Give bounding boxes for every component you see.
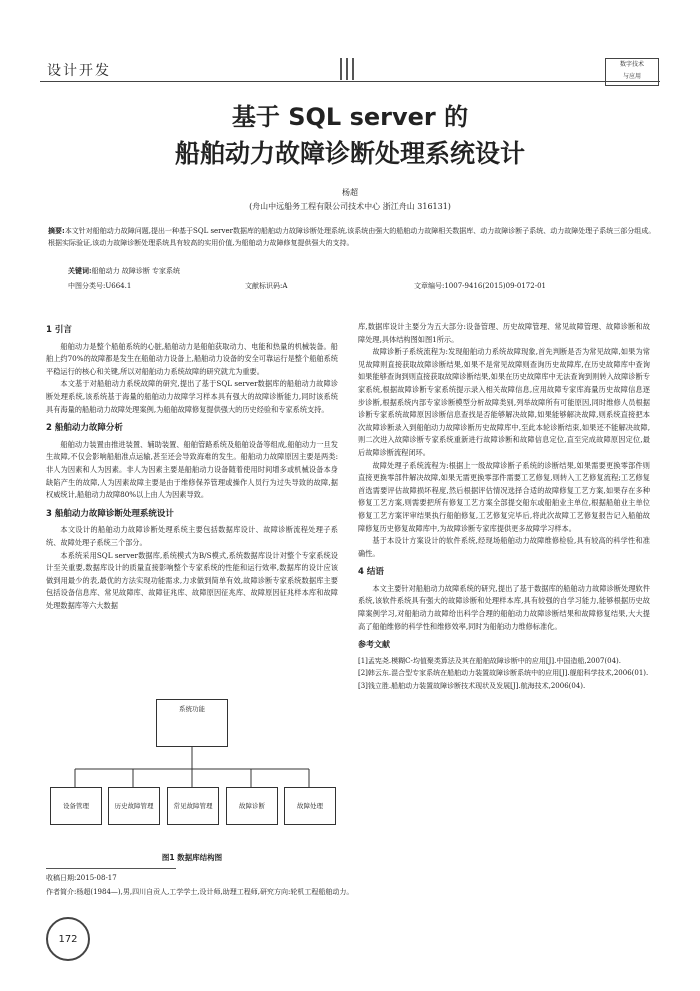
right-para-2: 故障处理子系统流程为:根据上一级故障诊断子系统的诊断结果,如果需要更换零部件则直接更换零部件解决故障,如果无需更换零部件需要工艺修复,则转入工艺修复流程;工艺修复首选需要评估故障损坏程度,然后根据评估情况选择合适的故障修复工艺方案,如果存在多种修复工艺方案,则需要把所有修复工艺方案全部提交船东或船舶业主单位,根据船舶业主单位修复工艺方案评审结果执行船舶修复,工艺修复完毕后,将此次故障工艺修复报告记入船舶故障修复历史修复故障库中,为故障诊断专家库提供更多故障学习样本。 xyxy=(358,460,650,533)
article-number: 文章编号:1007-9416(2015)09-0172-01 xyxy=(414,282,546,290)
header-rule xyxy=(40,81,660,82)
document-code: 文献标识码:A xyxy=(245,282,288,290)
abstract xyxy=(48,225,656,249)
right-para-1: 故障诊断子系统流程为:发现船舶动力系统故障现象,首先判断是否为常见故障,如果为常见故障则直接获取故障诊断结果,如果不是常见故障则查询历史故障库,在历史故障库中查询如果能够查询到则直接获取故障诊断结果,如果在历史故障库中无法查询到则转入故障诊断专家系统,根据故障诊断专家系统提示录入相关故障信息,应用故障专家库海量历史故障信息逐步诊断,根据系统内部专家诊断模型分析故障类别,列举故障所有可能原因,同时维修人员根据诊断专家系统故障原因诊断信息查找是否能够解决故障,如果能够解决故障,则系统直接把本次故障诊断录入到船舶动力故障诊断历史故障库中,至此本轮诊断结束,如果还不能解决故障,则二次进入故障诊断专家系统重新进行故障诊断和故障信息定位,直至完成故障原因定位,最后故障诊断流程闭环。 xyxy=(358,347,650,457)
figure-caption: 图1 数据库结构图 xyxy=(161,853,223,862)
device-management-box: 设备管理 xyxy=(50,787,102,825)
author-bio: 作者简介:杨超(1984—),男,四川自贡人,工学学士,设计师,助理工程师,研究方向:轮机工程船舶动力。 xyxy=(46,888,354,896)
right-para-0: 库,数据库设计主要分为五大部分:设备管理、历史故障管理、常见故障管理、故障诊断和故障处理,具体结构图如图1所示。 xyxy=(358,322,650,344)
paper-title-line-2: 船舶动力故障诊断处理系统设计 xyxy=(174,139,525,168)
clc-number: 中图分类号:U664.1 xyxy=(68,282,132,290)
section-1-para-2: 本文基于对船舶动力系统故障的研究,提出了基于SQL server数据库的船舶动力故障诊断处理系统,该系统基于海量的船舶动力故障学习样本具有强大的故障诊断能力,同时该系统具有海量的船舶动力故障处理案例,为船舶故障修复提供强大的历史经验和专家系统支持。 xyxy=(46,379,338,414)
section-4-para-1: 本文主要针对船舶动力故障系统的研究,提出了基于数据库的船舶动力故障诊断处理软件系统,该软件系统具有强大的故障诊断和处理样本库,具有较强的自学习能力,能够根据历史故障案例学习,对船舶动力故障给出科学合理的船舶动力故障诊断结果和故障修复结果,大大提高了船舶维修的科学性和维修效率,同时为船舶动力维修标准化。 xyxy=(358,583,650,631)
fault-diagnosis-box: 故障诊断 xyxy=(226,787,278,825)
section-3-para-2: 本系统采用SQL server数据库,系统模式为B/S模式,系统数据库设计对整个专家系统设计至关重要,数据库设计的质量直接影响整个专家系统的性能和运行效率,数据库的设计应该做到用最少的表,最优的方法实现功能需求,力求做到简单有效,故障诊断专家系统数据库主要包括设备信息库、常见故障库、故障征兆库、故障原因征兆库、故障原因征兆样本库和故障处理数据库等六大数据 xyxy=(46,550,338,610)
footnote-rule xyxy=(46,868,176,869)
author-affiliation: (舟山中远船务工程有限公司技术中心 浙江舟山 316131) xyxy=(249,202,451,211)
references-title: 参考文献 xyxy=(358,640,390,650)
received-date: 收稿日期:2015-08-17 xyxy=(46,874,117,882)
section-3-title: 3 船舶动力故障诊断处理系统设计 xyxy=(46,508,174,519)
badge-line-2: 与应用 xyxy=(622,73,641,80)
section-1-title: 1 引言 xyxy=(46,325,72,335)
system-function-box: 系统功能 xyxy=(156,699,228,747)
reference-3: [3]钱立胜.船舶动力装置故障诊断技术现状及发展[J].航海技术,2006(04). xyxy=(358,681,586,690)
section-2-title: 2 船舶动力故障分析 xyxy=(46,423,123,434)
reference-1: [1]孟宪尧.模糊C-均值聚类算法及其在船舶故障诊断中的应用[J].中国造船,2007(04). xyxy=(358,656,621,665)
common-fault-box: 常见故障管理 xyxy=(167,787,219,825)
right-column xyxy=(358,321,650,692)
abstract-text: 本文针对船舶动力故障问题,提出一种基于SQL server数据库的船舶动力故障诊断处理系统,该系统由强大的船舶动力故障相关数据库、动力故障诊断子系统、动力故障处理子系统三部分组成。根据实际验证,该动力故障诊断处理系统具有较高的实用价值,为船舶动力故障修复提供强大的支持。 xyxy=(48,227,656,247)
section-4-title: 4 结语 xyxy=(358,567,384,578)
page-number: 172 xyxy=(46,917,90,961)
paper-title-line-1: 基于 SQL server 的 xyxy=(231,103,469,131)
left-column xyxy=(46,318,338,612)
reference-2: [2]韩云东.混合型专家系统在船舶动力装置故障诊断系统中的应用[J].舰船科学技术,2006(01). xyxy=(358,669,649,678)
abstract-label: 摘要: xyxy=(48,227,65,235)
history-fault-box: 历史故障管理 xyxy=(108,787,160,825)
journal-section-title: 设计开发 xyxy=(47,63,111,79)
author-name: 杨超 xyxy=(342,188,358,197)
keywords xyxy=(68,266,180,276)
keywords-label: 关键词: xyxy=(68,266,92,275)
fault-handling-box: 故障处理 xyxy=(284,787,336,825)
keywords-text: 船舶动力 故障诊断 专家系统 xyxy=(91,267,181,275)
section-2-para-1: 船舶动力装置由推进装置、辅助装置、船舶管路系统及船舶设备等组成,船舶动力一旦发生故障,不仅会影响船舶准点运输,甚至还会导致海难的发生。船舶动力故障原因主要是两类:非人为因素和人为因素。非人为因素主要是船舶动力设备随着使用时间增多或机械设备本身缺陷产生的故障,人为因素故障主要是由于维修保养管理或操作人员行为过失导致的故障,据权威统计,船舶动力故障80%以上由人为因素导致。 xyxy=(46,439,338,500)
figure-database-structure xyxy=(46,691,338,846)
section-1-para-1: 船舶动力是整个船舶系统的心脏,船舶动力是船舶获取动力、电能和热量的机械装备。船舶上约70%的故障都是发生在船舶动力设备上,船舶动力设备的安全可靠运行是整个船舶系统平稳运行的核心和关键,所以对船舶动力系统故障的研究就尤为重要。 xyxy=(46,341,338,376)
badge-line-1: 数字技术 xyxy=(619,61,644,68)
right-para-3: 基于本设计方案设计的软件系统,经现场船舶动力故障维修检验,具有较高的科学性和准确性。 xyxy=(358,536,650,558)
section-3-para-1: 本文设计的船舶动力故障诊断处理系统主要包括数据库设计、故障诊断流程处理子系统、故障处理子系统三个部分。 xyxy=(46,525,338,547)
